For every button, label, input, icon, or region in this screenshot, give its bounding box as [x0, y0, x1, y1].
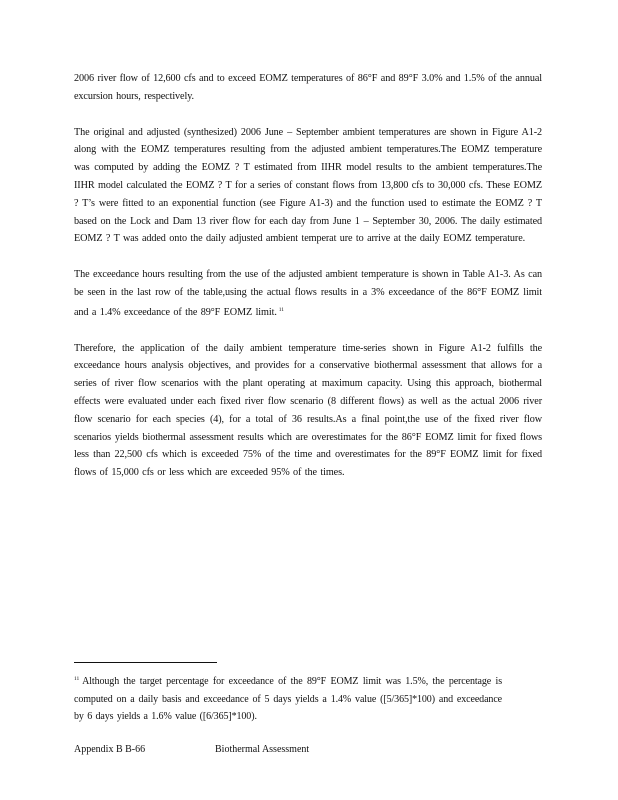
paragraph-flow-exceedance: 2006 river flow of 12,600 cfs and to exceed EOMZ temperatures of 86°F and 89°F 3.0% and 1.5% of the annual excursion hours, respectively.: [74, 73, 542, 102]
footer-section-title: Biothermal Assessment: [215, 744, 310, 755]
footnote-separator: [74, 662, 217, 663]
paragraph-exceedance-hours-text: The exceedance hours resulting from the use of the adjusted ambient temperature is shown in Table A1-3. As can be seen in the last row of the table,using the actual flows results in a 3% exceedance of the 86°F EOMZ limit and a 1.4% exceedance of the 89°F EOMZ limit.: [74, 269, 542, 318]
footnote-reference: 11: [278, 306, 284, 313]
footer-page-label: Appendix B B-66: [74, 744, 146, 755]
paragraph-exceedance-hours: [74, 266, 542, 321]
paragraph-ambient-temperatures: The original and adjusted (synthesized) 2006 June – September ambient temperatures are shown in Figure A1-2 along with the EOMZ temperatures resulting from the adjusted ambient temperatures.The EOMZ temperature was computed by adding the EOMZ ? T estimated from IIHR model results to the ambient temperatures.The IIHR model calculated the EOMZ ? T for a series of constant flows from 13,800 cfs to 30,000 cfs. These EOMZ ? T’s were fitted to an exponential function (see Figure A1-3) and the function used to estimate the EOMZ ? T based on the Lock and Dam 13 river flow for each day from June 1 – September 30, 2006. The daily estimated EOMZ ? T was added onto the daily adjusted ambient temperat ure to arrive at the daily EOMZ temperature.: [74, 126, 542, 245]
footnote-marker: 11: [74, 676, 80, 682]
footnote-text: Although the target percentage for exceedance of the 89°F EOMZ limit was 1.5%, the percentage is computed on a daily basis and exceedance of 5 days yields a 1.4% value ([5/365]*100) and exceedance by 6 days yields a 1.6% value ([6/365]*100).: [74, 676, 502, 722]
body-text: [74, 70, 542, 482]
footnote: [74, 671, 502, 726]
paragraph-conclusion: Therefore, the application of the daily ambient temperature time-series shown in Figure A1-2 fulfills the exceedance hours analysis objectives, and provides for a conservative biothermal assessment that allows for a series of river flow scenarios with the plant operating at maximum capacity. Using this approach, biothermal effects were evaluated under each fixed river flow scenario (8 different flows) as well as the actual 2006 river flow scenario for each species (4), for a total of 36 results.As a final point,the use of the fixed river flow scenarios yields biothermal assessment results which are overestimates for the 86°F EOMZ limit for fixed flows less than 22,500 cfs which is exceeded 75% of the time and overestimates for the 89°F EOMZ limit for fixed flows of 15,000 cfs or less which are exceeded 95% of the times.: [74, 342, 542, 479]
